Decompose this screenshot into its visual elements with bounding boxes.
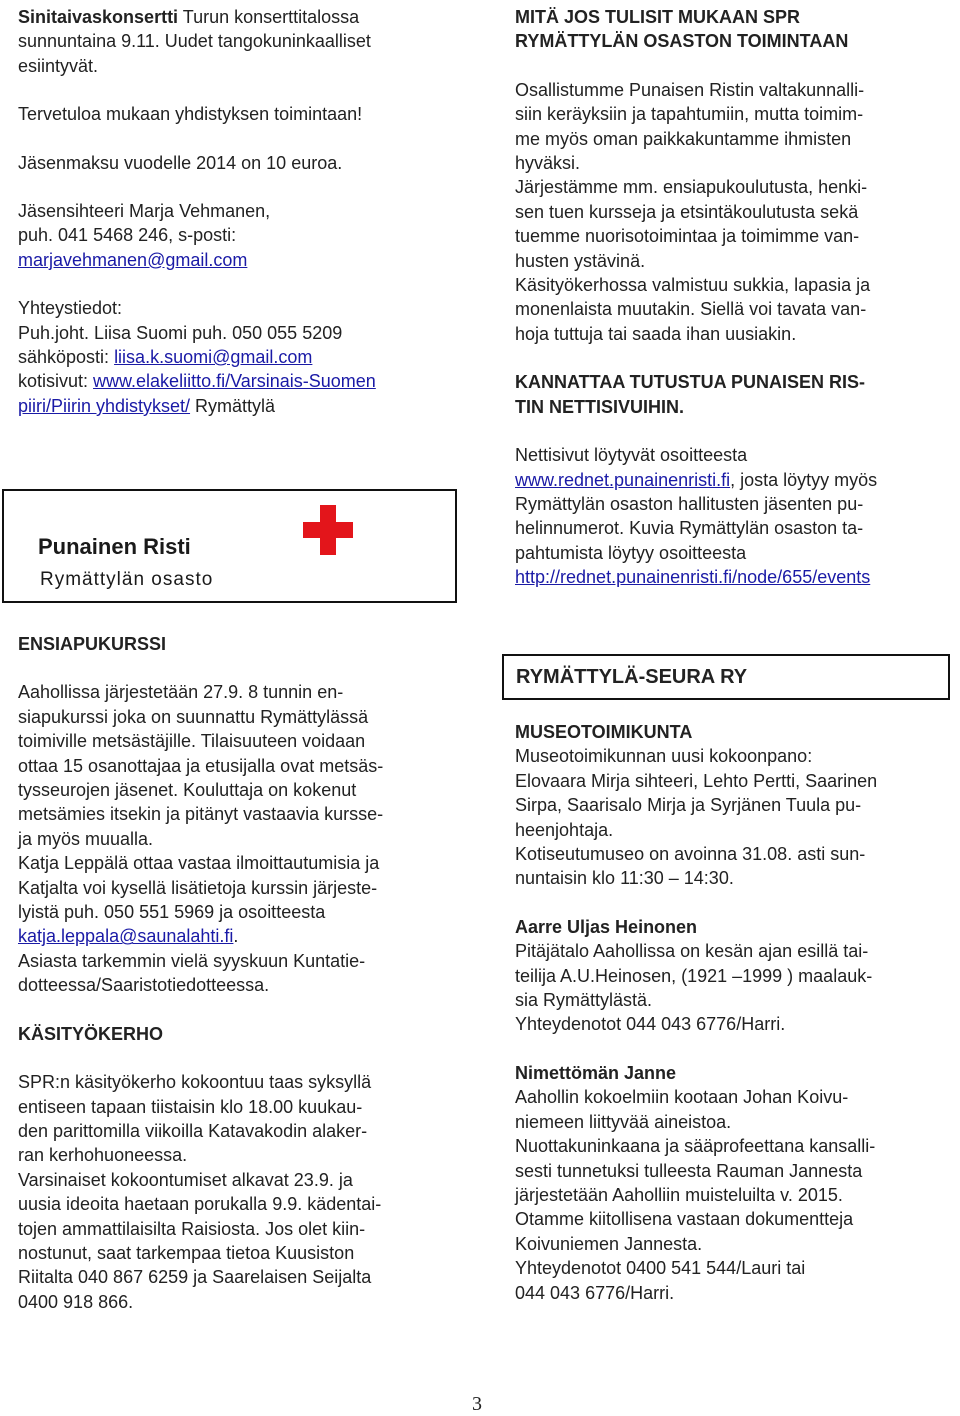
events-link[interactable]: http://rednet.punainenristi.fi/node/655/events — [515, 567, 871, 588]
left-top-column — [18, 5, 458, 418]
membership-fee-text: Jäsenmaksu vuodelle 2014 on 10 euroa. — [18, 152, 343, 173]
ensiapu-heading: ENSIAPUKURSSI — [18, 634, 167, 654]
kasityo-line: 0400 918 866. — [18, 1291, 134, 1312]
concert-line-1 — [18, 5, 458, 29]
janne-line: niemeen liittyvää aineistoa. — [515, 1111, 732, 1132]
page-number: 3 — [472, 1393, 482, 1415]
janne-line: sesti tunnetuksi tulleesta Rauman Jannesta — [515, 1160, 863, 1181]
ensiapu-tail-1: Asiasta tarkemmin vielä syyskuun Kuntatie- — [18, 950, 366, 971]
kasityo-line: den parittomilla viikoilla Katavakodin alaker- — [18, 1120, 368, 1141]
janne-line: Koivuniemen Jannesta. — [515, 1233, 703, 1254]
cta-heading-line-1: KANNATTAA TUTUSTUA PUNAISEN RIS- — [515, 372, 865, 393]
red-cross-logo-graphic — [4, 491, 455, 601]
kasityo-line: ran kerhohuoneessa. — [18, 1145, 188, 1166]
ensiapu-line: siapukurssi joka on suunnattu Rymättylässä — [18, 706, 369, 727]
contacts-title: Yhteystiedot: — [18, 298, 123, 319]
concert-venue: Turun konserttitalossa — [178, 7, 360, 27]
museo-line: Sirpa, Saarisalo Mirja ja Syrjänen Tuula pu- — [515, 795, 862, 816]
aarre-line: Pitäjätalo Aahollissa on kesän ajan esillä tai- — [515, 941, 869, 962]
homepage-link-part-2[interactable]: piiri/Piirin yhdistykset/ — [18, 395, 191, 416]
web-line-2 — [515, 468, 955, 492]
ensiapu-email-tail: . — [233, 926, 239, 947]
ensiapu-line: toimiville metsästäjille. Tilaisuuteen voidaan — [18, 731, 366, 752]
sprl-line: Järjestämme mm. ensiapukoulutusta, henki- — [515, 177, 868, 198]
janne-line: Yhteydenotot 0400 541 544/Lauri tai — [515, 1258, 806, 1279]
kasityo-line: Riitalta 040 867 6259 ja Saarelaisen Seijalta — [18, 1267, 372, 1288]
sprl-heading-line-2: RYMÄTTYLÄN OSASTON TOIMINTAAN — [515, 31, 849, 52]
ensiapu-line: Aahollissa järjestetään 27.9. 8 tunnin en- — [18, 682, 344, 703]
janne-line: Nuottakuninkaana ja sääprofeettana kansalli- — [515, 1136, 876, 1157]
contacts-line-1: Puh.joht. Liisa Suomi puh. 050 055 5209 — [18, 322, 343, 343]
contacts-email-line — [18, 345, 458, 369]
contacts-email-link[interactable]: liisa.k.suomi@gmail.com — [114, 347, 313, 368]
aarre-line: sia Rymättylästä. — [515, 990, 653, 1011]
concert-title: Sinitaivaskonsertti — [18, 7, 179, 27]
kasityo-heading: KÄSITYÖKERHO — [18, 1023, 164, 1044]
red-cross-logo — [2, 489, 457, 603]
sprl-line: husten ystävinä. — [515, 250, 646, 271]
janne-line: järjestetään Aaholliin muisteluilta v. 2015. — [515, 1184, 843, 1205]
ensiapu-email-line — [18, 924, 478, 948]
kasityo-line: nostunut, saat tarkempaa tietoa Kuusiston — [18, 1242, 355, 1263]
kasityo-line: Varsinaiset kokoontumiset alkavat 23.9. ja — [18, 1169, 353, 1190]
left-bottom-column — [18, 632, 478, 1314]
sprl-line: sen tuen kursseja ja etsintäkoulutusta sekä — [515, 201, 859, 222]
janne-line: Otamme kiitollisena vastaan dokumentteja — [515, 1209, 854, 1230]
ensiapu-line: metsämies itsekin ja pitänyt vastaavia kursse- — [18, 804, 384, 825]
cta-heading-line-2: TIN NETTISIVUIHIN. — [515, 396, 685, 417]
kasityo-line: tojen ammattilaisilta Raisiosta. Jos olet kiin- — [18, 1218, 366, 1239]
museo-line: Kotiseutumuseo on avoinna 31.08. asti sun- — [515, 844, 866, 865]
welcome-text: Tervetuloa mukaan yhdistyksen toimintaan! — [18, 104, 363, 125]
secretary-email-link[interactable]: marjavehmanen@gmail.com — [18, 249, 248, 270]
right-top-column — [515, 5, 955, 590]
ensiapu-tail-2: dotteessa/Saaristotiedotteessa. — [18, 975, 270, 996]
web-line-5: pahtumista löytyy osoitteesta — [515, 542, 747, 563]
ensiapu-line: Katjalta voi kysellä lisätietoja kurssin järjeste- — [18, 877, 378, 898]
homepage-link-part-1[interactable]: www.elakeliitto.fi/Varsinais-Suomen — [93, 371, 376, 392]
kasityo-line: uusia ideoita haetaan porukalla 9.9. kädentai- — [18, 1194, 382, 1215]
museo-line: nuntaisin klo 11:30 – 14:30. — [515, 868, 734, 889]
concert-line-2: sunnuntaina 9.11. Uudet tangokuninkaalliset — [18, 31, 371, 52]
museo-heading: MUSEOTOIMIKUNTA — [515, 722, 693, 742]
right-bottom-column — [515, 720, 955, 1305]
secretary-line-1: Jäsensihteeri Marja Vehmanen, — [18, 201, 271, 222]
homepage-label: kotisivut: — [18, 371, 94, 392]
sprl-line: hoja tuttuja tai saada ihan uusiakin. — [515, 323, 797, 344]
janne-line: Aahollin kokoelmiin kootaan Johan Koivu- — [515, 1087, 849, 1108]
red-cross-icon — [303, 505, 353, 555]
kasityo-line: entiseen tapaan tiistaisin klo 18.00 kuukau- — [18, 1096, 363, 1117]
janne-line: 044 043 6776/Harri. — [515, 1282, 675, 1303]
seura-title: RYMÄTTYLÄ-SEURA RY — [516, 666, 748, 688]
secretary-email-line — [18, 248, 458, 272]
sprl-line: Käsityökerhossa valmistuu sukkia, lapasia ja — [515, 275, 871, 296]
homepage-tail: Rymättylä — [190, 395, 276, 416]
sprl-line: monenlaista muutakin. Siellä voi tavata van- — [515, 299, 867, 320]
sprl-body — [515, 78, 955, 346]
sprl-line: me myös oman paikkakuntamme ihmisten — [515, 128, 852, 149]
museo-line: Elovaara Mirja sihteeri, Lehto Pertti, Saarinen — [515, 770, 878, 791]
kasityo-line: SPR:n käsityökerho kokoontuu taas syksyllä — [18, 1072, 372, 1093]
katja-email-link[interactable]: katja.leppala@saunalahti.fi — [18, 926, 234, 947]
ensiapu-line: Katja Leppälä ottaa vastaa ilmoittautumisia ja — [18, 853, 380, 874]
museo-line: heenjohtaja. — [515, 819, 614, 840]
logo-name-text: Punainen Risti — [38, 534, 191, 559]
ensiapu-line: tysseurojen jäsenet. Kouluttaja on kokenut — [18, 780, 357, 801]
web-line-3: Rymättylän osaston hallitusten jäsenten pu- — [515, 493, 864, 514]
secretary-line-2: puh. 041 5468 246, s-posti: — [18, 225, 237, 246]
homepage-line — [18, 369, 458, 393]
homepage-line-2 — [18, 394, 458, 418]
web-line-6 — [515, 565, 955, 589]
janne-heading: Nimettömän Janne — [515, 1062, 677, 1083]
sprl-heading-line-1: MITÄ JOS TULISIT MUKAAN SPR — [515, 7, 801, 27]
contacts-email-label: sähköposti: — [18, 347, 115, 368]
aarre-heading: Aarre Uljas Heinonen — [515, 916, 698, 937]
kasityo-body — [18, 1070, 478, 1314]
ensiapu-body — [18, 680, 478, 997]
ensiapu-line: ja myös muualla. — [18, 828, 154, 849]
aarre-line: teilija A.U.Heinosen, (1921 –1999 ) maalauk- — [515, 965, 873, 986]
museo-line: Museotoimikunnan uusi kokoonpano: — [515, 746, 813, 767]
ensiapu-line: ottaa 15 osanottajaa ja etusijalla ovat metsäs- — [18, 755, 384, 776]
web-line-1: Nettisivut löytyvät osoitteesta — [515, 445, 748, 466]
aarre-line: Yhteydenotot 044 043 6776/Harri. — [515, 1014, 786, 1035]
sprl-line: Osallistumme Punaisen Ristin valtakunnalli- — [515, 79, 865, 100]
seura-title-box — [502, 654, 950, 700]
sprl-line: siin keräyksiin ja tapahtumiin, mutta toimim- — [515, 104, 864, 125]
sprl-line: hyväksi. — [515, 153, 581, 174]
rednet-link[interactable]: www.rednet.punainenristi.fi — [515, 469, 731, 490]
concert-line-3: esiintyvät. — [18, 55, 99, 76]
web-line-4: helinnumerot. Kuvia Rymättylän osaston ta- — [515, 518, 864, 539]
web-line-2-rest: , josta löytyy myös — [730, 469, 878, 490]
logo-subtitle-text: Rymättylän osasto — [40, 569, 214, 590]
sprl-line: tuemme nuorisotoimintaa ja toimimme van- — [515, 226, 860, 247]
ensiapu-line: lyistä puh. 050 551 5969 ja osoitteesta — [18, 902, 326, 923]
